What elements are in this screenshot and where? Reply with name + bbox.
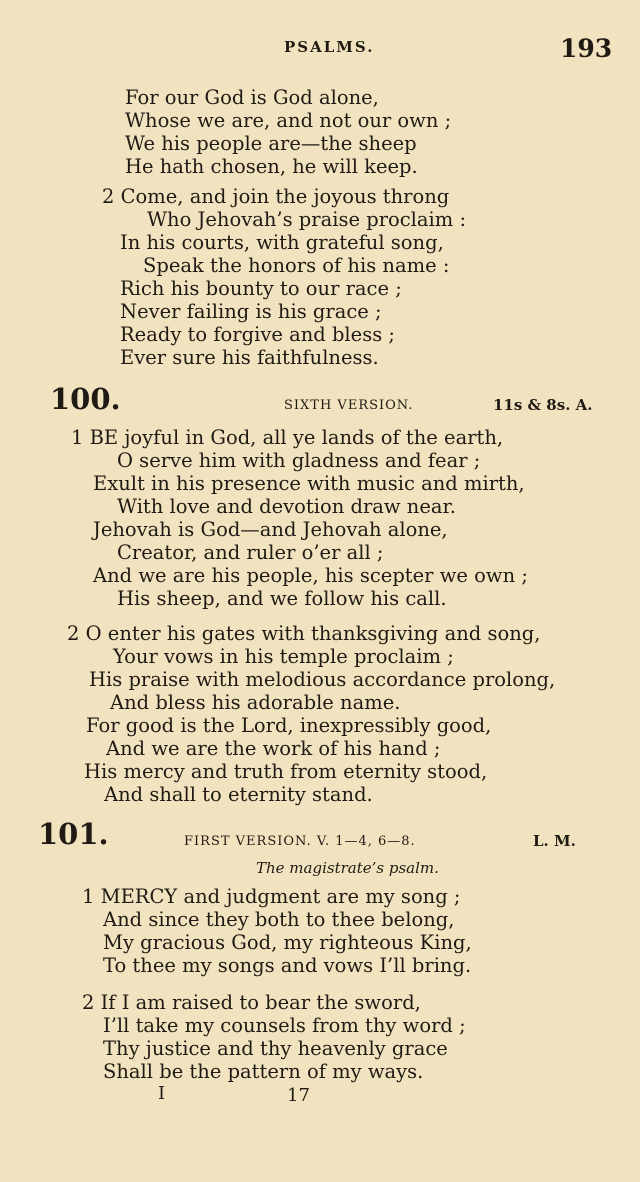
verse-line: With love and devotion draw near. <box>117 495 456 518</box>
verse-line: My gracious God, my righteous King, <box>103 931 472 954</box>
verse-line: Never failing is his grace ; <box>120 300 382 323</box>
verse-line: Rich his bounty to our race ; <box>120 277 402 300</box>
verse-line: We his people are—the sheep <box>125 132 417 155</box>
verse-line: Ever sure his faithfulness. <box>120 346 379 369</box>
verse-line: 2 O enter his gates with thanksgiving and song, <box>67 622 541 645</box>
page-number: 193 <box>560 34 613 63</box>
psalm-number: 100. <box>50 382 121 416</box>
sheet-number: 17 <box>287 1085 310 1106</box>
verse-line: Your vows in his temple proclaim ; <box>113 645 454 668</box>
verse-line: Shall be the pattern of my ways. <box>103 1060 424 1083</box>
verse-line: To thee my songs and vows I’ll bring. <box>103 954 472 977</box>
version-label: FIRST VERSION. V. 1—4, 6—8. <box>184 834 416 849</box>
verse-line: And we are the work of his hand ; <box>106 737 441 760</box>
verse-line: He hath chosen, he will keep. <box>125 155 418 178</box>
verse-line: Who Jehovah’s praise proclaim : <box>147 208 467 231</box>
psalm-subtitle: The magistrate’s psalm. <box>256 859 439 877</box>
verse-line: O serve him with gladness and fear ; <box>117 449 481 472</box>
verse-line: For our God is God alone, <box>125 86 379 109</box>
verse-line: And shall to eternity stand. <box>104 783 373 806</box>
verse-line: Ready to forgive and bless ; <box>120 323 395 346</box>
verse-line: 1 MERCY and judgment are my song ; <box>82 885 461 908</box>
signature-mark: I <box>158 1083 166 1104</box>
verse-line: Speak the honors of his name : <box>143 254 450 277</box>
verse-line: Creator, and ruler o’er all ; <box>117 541 384 564</box>
meter-label: L. M. <box>533 832 576 850</box>
verse-line: I’ll take my counsels from thy word ; <box>103 1014 466 1037</box>
verse-line: And we are his people, his scepter we own ; <box>93 564 528 587</box>
verse-line: His mercy and truth from eternity stood, <box>84 760 488 783</box>
verse-line: His sheep, and we follow his call. <box>117 587 447 610</box>
verse-line: 1 BE joyful in God, all ye lands of the earth, <box>71 426 504 449</box>
verse-line: His praise with melodious accordance prolong, <box>89 668 556 691</box>
verse-line: For good is the Lord, inexpressibly good, <box>86 714 492 737</box>
psalm-number: 101. <box>38 817 109 851</box>
meter-label: 11s & 8s. A. <box>493 396 593 414</box>
verse-line: And since they both to thee belong, <box>103 908 455 931</box>
verse-line: Whose we are, and not our own ; <box>125 109 452 132</box>
version-label: SIXTH VERSION. <box>284 398 414 413</box>
verse-line: And bless his adorable name. <box>110 691 401 714</box>
verse-line: 2 If I am raised to bear the sword, <box>82 991 421 1014</box>
running-head: PSALMS. <box>284 38 375 56</box>
verse-line: In his courts, with grateful song, <box>120 231 444 254</box>
verse-line: Jehovah is God—and Jehovah alone, <box>93 518 448 541</box>
verse-line: 2 Come, and join the joyous throng <box>102 185 450 208</box>
verse-line: Thy justice and thy heavenly grace <box>103 1037 448 1060</box>
verse-line: Exult in his presence with music and mirth, <box>93 472 525 495</box>
